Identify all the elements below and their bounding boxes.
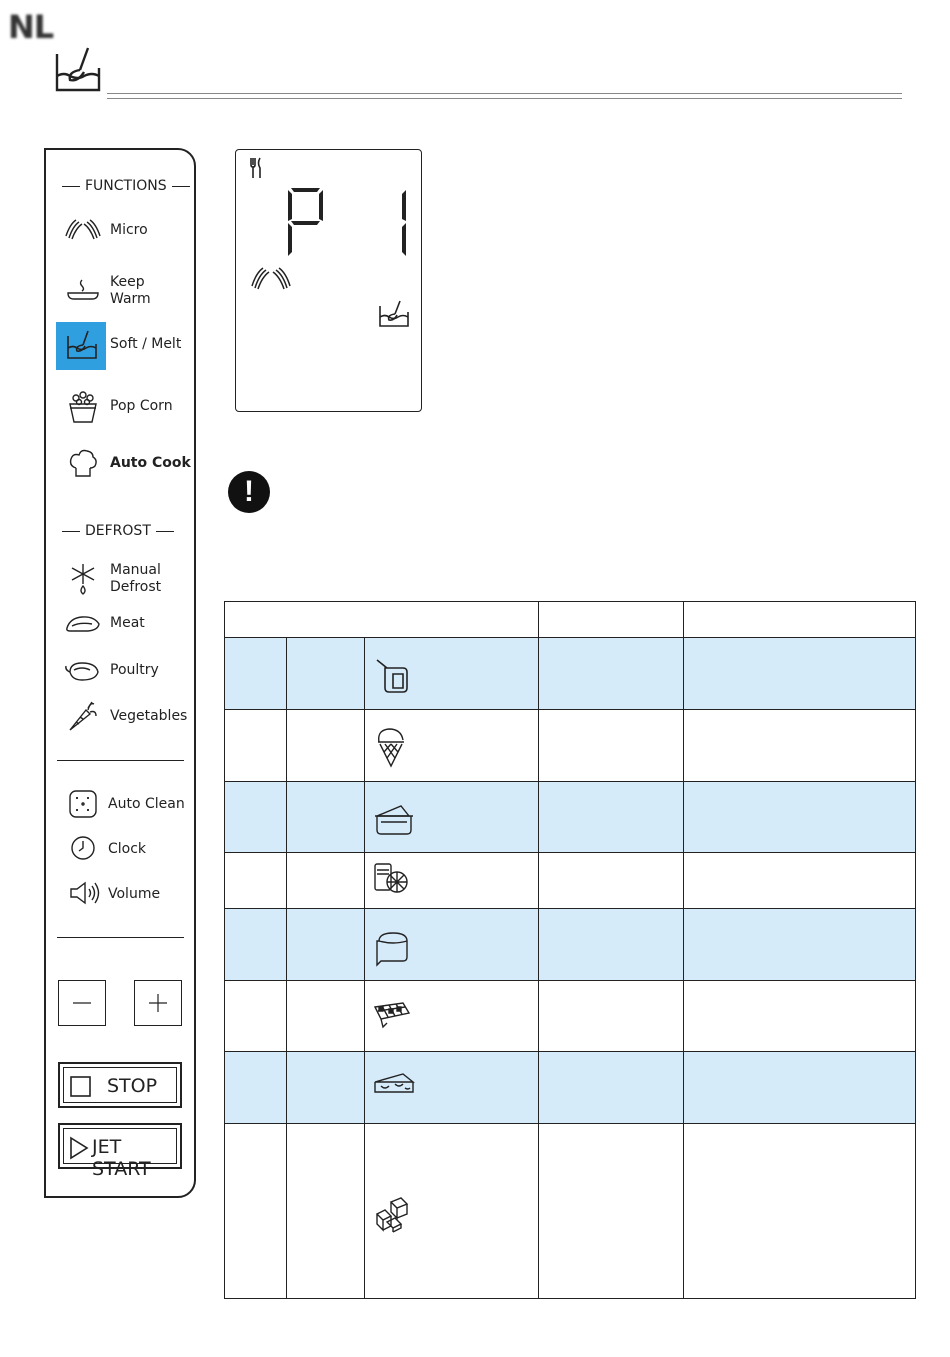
snowflake-drop-icon[interactable] <box>68 562 98 601</box>
volume-label[interactable]: Volume <box>108 886 161 902</box>
table-row <box>225 909 916 981</box>
meat-icon[interactable] <box>64 612 102 641</box>
juice-concentrate-icon <box>373 862 409 896</box>
function-micro-label[interactable]: Micro <box>110 222 148 238</box>
defrost-vegetables-label[interactable]: Vegetables <box>110 708 188 724</box>
table-row <box>225 1124 916 1299</box>
panel-divider <box>57 760 184 761</box>
cutlery-icon <box>249 157 263 184</box>
minus-button[interactable] <box>58 980 106 1026</box>
seven-segment-program <box>282 186 414 263</box>
speaker-icon[interactable] <box>68 880 102 911</box>
defrost-manual-label[interactable]: Manual Defrost <box>110 562 162 595</box>
language-tag: NL <box>8 8 54 46</box>
clock-label[interactable]: Clock <box>108 841 147 857</box>
play-icon <box>69 1136 89 1160</box>
table-row <box>225 782 916 853</box>
table-row <box>225 1052 916 1124</box>
minus-icon <box>60 981 104 1025</box>
microwave-waves-icon[interactable] <box>64 218 102 245</box>
auto-clean-label[interactable]: Auto Clean <box>108 796 185 812</box>
ice-cubes-icon <box>373 1196 413 1234</box>
header-rule <box>107 93 902 99</box>
exclamation-icon: ! <box>228 471 270 513</box>
microwave-waves-icon <box>250 266 292 295</box>
function-auto-cook-label[interactable]: Auto Cook <box>110 455 191 471</box>
auto-clean-icon[interactable] <box>68 789 98 824</box>
panel-divider <box>57 937 184 938</box>
soft-melt-icon <box>54 46 104 99</box>
table-header-cell <box>539 602 684 638</box>
table-header-cell <box>684 602 916 638</box>
soft-melt-icon[interactable] <box>66 330 98 365</box>
ice-cream-icon <box>373 726 409 768</box>
soft-melt-table <box>224 601 916 1299</box>
jet-start-label: JET START <box>92 1136 151 1180</box>
soft-melt-icon <box>378 300 410 333</box>
chocolate-icon <box>373 1001 413 1031</box>
keep-warm-icon[interactable] <box>66 278 100 307</box>
chef-hat-icon[interactable] <box>68 448 98 483</box>
table-header-cell <box>225 602 539 638</box>
jet-start-button[interactable] <box>58 1123 182 1180</box>
stop-button[interactable] <box>58 1062 182 1108</box>
table-row <box>225 710 916 782</box>
marshmallow-icon <box>373 929 413 967</box>
poultry-icon[interactable] <box>64 658 102 689</box>
butter-icon <box>373 658 413 694</box>
defrost-poultry-label[interactable]: Poultry <box>110 662 159 678</box>
carrot-icon[interactable] <box>66 700 98 737</box>
plus-button[interactable] <box>134 980 182 1026</box>
cheese-icon <box>373 1072 415 1098</box>
function-keep-warm-label[interactable]: Keep Warm <box>110 274 151 307</box>
functions-section-title: FUNCTIONS <box>57 178 195 194</box>
table-header-row <box>225 602 916 638</box>
stop-square-icon <box>70 1076 92 1098</box>
table-row <box>225 638 916 710</box>
function-soft-melt-label[interactable]: Soft / Melt <box>110 336 182 352</box>
cheese-dish-icon <box>373 802 415 836</box>
defrost-meat-label[interactable]: Meat <box>110 615 145 631</box>
table-row <box>225 853 916 909</box>
defrost-section-title: DEFROST <box>57 523 179 539</box>
function-popcorn-label[interactable]: Pop Corn <box>110 398 173 414</box>
table-row <box>225 981 916 1052</box>
clock-icon[interactable] <box>70 835 96 866</box>
popcorn-icon[interactable] <box>68 390 98 429</box>
plus-icon <box>136 981 180 1025</box>
stop-label: STOP <box>107 1075 158 1097</box>
